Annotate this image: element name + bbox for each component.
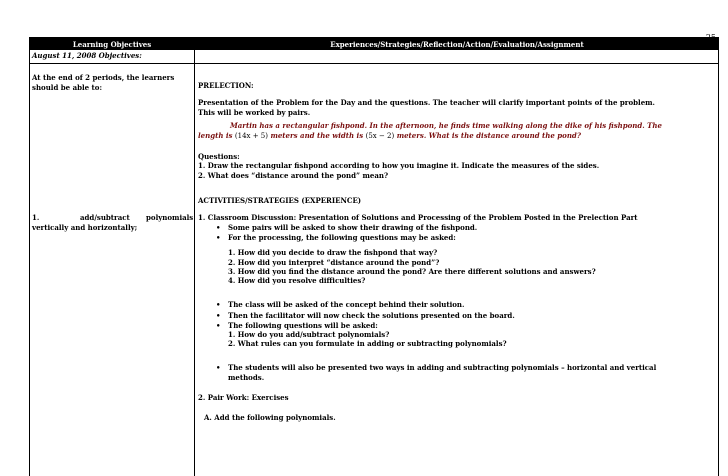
- followup-question-1: 1. How do you add/subtract polynomials?: [228, 330, 390, 339]
- bullet-a: • Some pairs will be asked to show their drawing of the fishpond.: [228, 223, 477, 233]
- header-learning-objectives: Learning Objectives: [72, 40, 152, 49]
- processing-question-2: 2. How did you interpret “distance around the pond”?: [228, 258, 440, 267]
- prelection-line-1: Presentation of the Problem for the Day and the questions. The teacher will clarify important points of the problem.: [198, 98, 655, 107]
- activities-heading: ACTIVITIES/STRATEGIES (EXPERIENCE): [198, 196, 362, 205]
- objective-text-b: polynomials: [146, 213, 194, 222]
- followup-question-2: 2. What rules can you formulate in adding or subtracting polynomials?: [228, 339, 507, 348]
- width-expression: (5x − 2): [365, 132, 395, 140]
- header-experiences: Experiences/Strategies/Reflection/Action/Evaluation/Assignment: [330, 40, 584, 49]
- activity-item-2: 2. Pair Work: Exercises: [198, 393, 289, 402]
- problem-question: meters. What is the distance around the pond?: [396, 131, 581, 140]
- bullet-c: • The class will be asked of the concept behind their solution.: [228, 300, 464, 310]
- column-divider: [194, 50, 195, 476]
- lesson-table: [29, 37, 719, 476]
- objective-text-a: add/subtract: [80, 213, 130, 222]
- prelection-heading: PRELECTION:: [198, 81, 254, 90]
- problem-length-label: length is: [198, 131, 233, 140]
- objectives-intro-1: At the end of 2 periods, the learners: [32, 73, 175, 82]
- objective-number: 1.: [32, 213, 40, 222]
- prelection-line-2: This will be worked by pairs.: [198, 108, 311, 117]
- problem-line-1: Martin has a rectangular fishpond. In the afternoon, he finds time walking along the dike of his fishpond. The: [230, 121, 662, 130]
- processing-question-3: 3. How did you find the distance around the pond? Are there different solutions and answers?: [228, 267, 596, 276]
- questions-heading: Questions:: [198, 152, 240, 161]
- processing-question-1: 1. How did you decide to draw the fishpond that way?: [228, 248, 438, 257]
- question-1: 1. Draw the rectangular fishpond according to how you imagine it. Indicate the measures of the sides.: [198, 161, 600, 170]
- objective-text-c: vertically and horizontally;: [32, 223, 138, 232]
- objectives-intro-2: should be able to:: [32, 83, 103, 92]
- problem-line-2: [198, 131, 581, 142]
- processing-question-4: 4. How did you resolve difficulties?: [228, 276, 366, 285]
- row-divider: [30, 63, 718, 64]
- bullet-d: • Then the facilitator will now check the solutions presented on the board.: [228, 311, 515, 321]
- bullet-e: • The following questions will be asked:: [228, 321, 378, 331]
- bullet-f-continued: methods.: [228, 373, 265, 382]
- question-2: 2. What does “distance around the pond” mean?: [198, 171, 389, 180]
- length-expression: (14x + 5): [234, 132, 268, 140]
- bullet-b: • For the processing, the following questions may be asked:: [228, 233, 456, 243]
- activity-item-1: 1. Classroom Discussion: Presentation of Solutions and Processing of the Problem Posted in the Prelection Part: [198, 213, 638, 222]
- problem-width-label: meters and the width is: [270, 131, 364, 140]
- bullet-f: • The students will also be presented two ways in adding and subtracting polynomials – horizontal and vertical: [228, 363, 656, 373]
- date-objectives: August 11, 2008 Objectives:: [32, 51, 142, 60]
- activity-item-2a: A. Add the following polynomials.: [204, 413, 336, 422]
- table-header: [30, 38, 718, 50]
